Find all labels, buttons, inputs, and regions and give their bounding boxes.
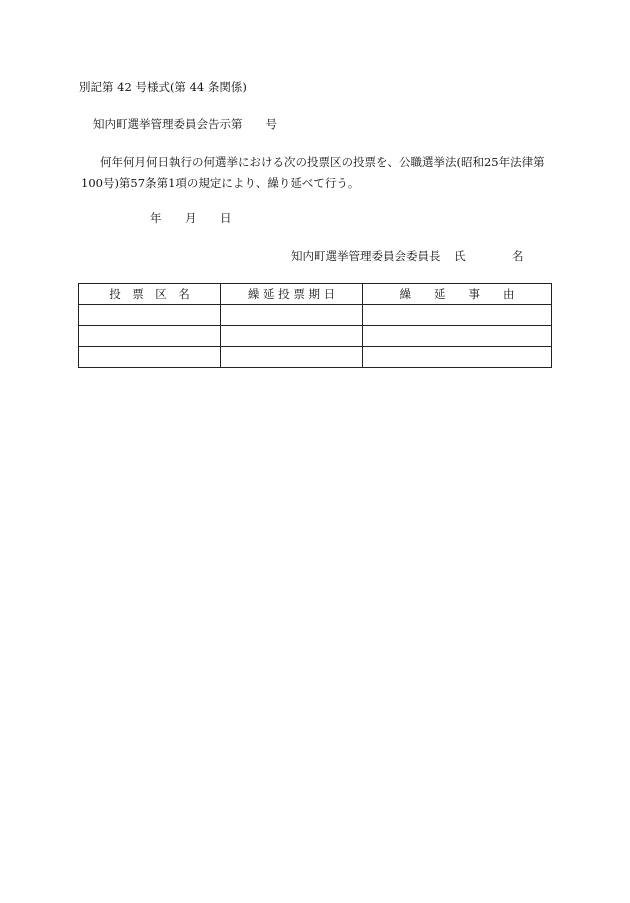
table-cell: [79, 347, 221, 368]
table-row: [79, 347, 552, 368]
table-cell: [363, 305, 552, 326]
header-postponed-voting-date: 繰 延 投 票 期 日: [221, 284, 363, 305]
notice-title: 知内町選挙管理委員会告示第 号: [93, 117, 277, 131]
table-cell: [363, 326, 552, 347]
body-text-line-1: 何年何月何日執行の何選挙における次の投票区の投票を、公職選挙法(昭和25年法律第: [100, 155, 545, 169]
body-text-line-2: 100号)第57条第1項の規定により、繰り延べて行う。: [81, 176, 360, 190]
signature-title: 知内町選挙管理委員会委員長: [291, 249, 441, 263]
date-day: 日: [220, 211, 232, 225]
date-month: 月: [185, 211, 197, 225]
table-cell: [363, 347, 552, 368]
form-label: 別記第 42 号様式(第 44 条関係): [79, 80, 247, 94]
table-header-row: [79, 284, 552, 305]
table-cell: [79, 326, 221, 347]
table-cell: [221, 326, 363, 347]
signature-shi: 氏: [454, 249, 466, 263]
signature-mei: 名: [512, 249, 524, 263]
table-cell: [221, 305, 363, 326]
table-row: [79, 326, 552, 347]
header-postponement-reason: 繰 延 事 由: [363, 284, 552, 305]
postponement-table: [78, 283, 552, 368]
table-cell: [79, 305, 221, 326]
date-line: [0, 211, 630, 226]
table-cell: [221, 347, 363, 368]
table-row: [79, 305, 552, 326]
date-year: 年: [150, 211, 162, 225]
signature-line: [0, 249, 630, 264]
header-polling-district: 投 票 区 名: [79, 284, 221, 305]
